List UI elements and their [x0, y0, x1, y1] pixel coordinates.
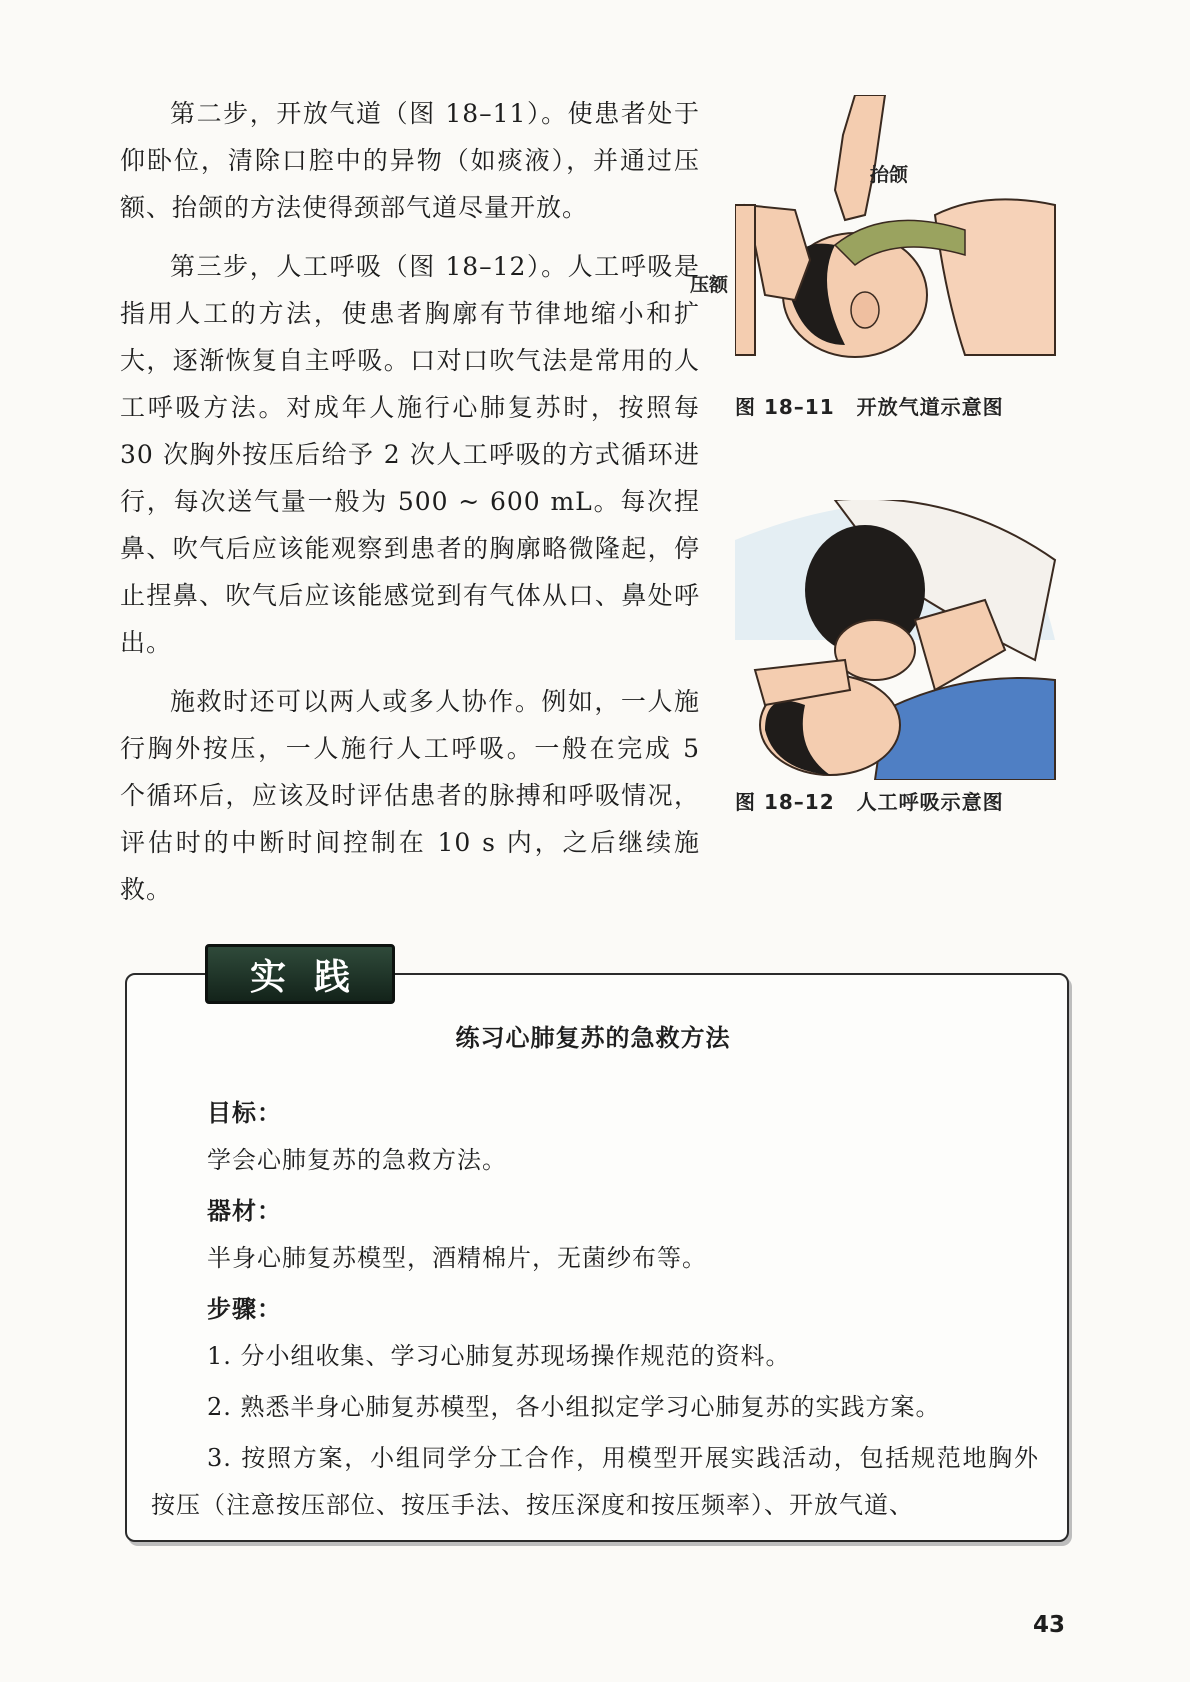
practice-tab: 实践: [205, 944, 395, 1004]
paragraph-artificial-respiration: 第三步，人工呼吸（图 18–12）。人工呼吸是指用人工的方法，使患者胸廓有节律地缩小和扩大，逐渐恢复自主呼吸。口对口吹气法是常用的人工呼吸方法。对成年人施行心肺复苏时，按照每 30 次胸外按压后给予 2 次人工呼吸的方式循环进行，每次送气量一般为 500 ~ 600 mL。每次捏鼻、吹气后应该能观察到患者的胸廓略微隆起，停止捏鼻、吹气后应该能感觉到有气体从口、鼻处呼出。: [120, 252, 700, 657]
figure-open-airway: [690, 95, 1075, 420]
practice-box: [125, 973, 1069, 1542]
practice-title: 练习心肺复苏的急救方法: [455, 1024, 731, 1052]
body-text: [120, 90, 700, 925]
figure-number: 图 18–11: [735, 395, 835, 419]
goal-heading: 目标：: [207, 1099, 282, 1127]
figure-rescue-breathing: [735, 500, 1075, 815]
figure-caption: [735, 786, 1075, 815]
step-item: 1. 分小组收集、学习心肺复苏现场操作规范的资料。: [207, 1342, 791, 1370]
figure-title: 开放气道示意图: [856, 395, 1004, 419]
figure-caption: [735, 391, 1075, 420]
materials-text: 半身心肺复苏模型，酒精棉片，无菌纱布等。: [207, 1244, 707, 1272]
chin-lift-label: 抬颌: [870, 164, 909, 186]
page-number: 43: [1032, 1612, 1065, 1638]
forehead-press-label: 压额: [690, 274, 729, 296]
figure-number: 图 18–12: [735, 790, 835, 814]
goal-text: 学会心肺复苏的急救方法。: [207, 1146, 507, 1174]
practice-content: [151, 1015, 1039, 1533]
paragraph-cooperation: 施救时还可以两人或多人协作。例如，一人施行胸外按压，一人施行人工呼吸。一般在完成 5 个循环后，应该及时评估患者的脉搏和呼吸情况，评估时的中断时间控制在 10 s 内，之后继续施救。: [120, 687, 700, 904]
step-item: 2. 熟悉半身心肺复苏模型，各小组拟定学习心肺复苏的实践方案。: [207, 1393, 941, 1421]
open-airway-illustration: [735, 95, 1075, 385]
step-item: 3. 按照方案，小组同学分工合作，用模型开展实践活动，包括规范地胸外按压（注意按压部位、按压手法、按压深度和按压频率）、开放气道、: [151, 1444, 1039, 1519]
materials-heading: 器材：: [207, 1197, 282, 1225]
rescue-breathing-illustration: [735, 500, 1075, 780]
paragraph-open-airway: 第二步，开放气道（图 18–11）。使患者处于仰卧位，清除口腔中的异物（如痰液），并通过压额、抬颌的方法使得颈部气道尽量开放。: [120, 99, 700, 222]
steps-heading: 步骤：: [207, 1295, 282, 1323]
figure-title: 人工呼吸示意图: [856, 790, 1004, 814]
